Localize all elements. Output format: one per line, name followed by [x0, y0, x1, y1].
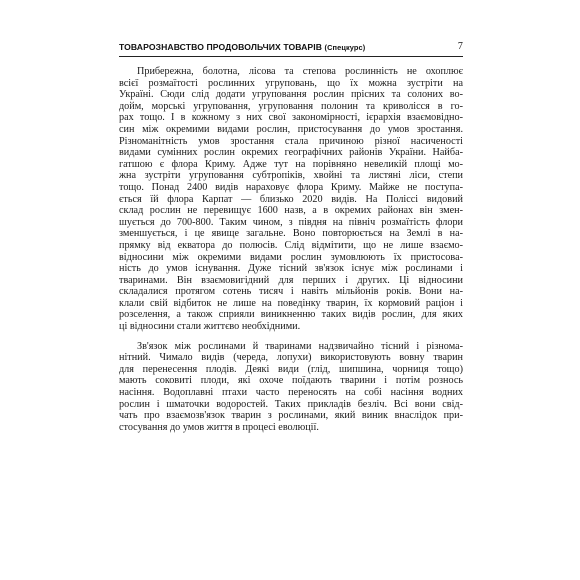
text-line: Зв'язок між рослинами й тваринами надзвичайно тісний і різнома- — [137, 340, 463, 352]
text-line: для перенесення плодів. Деякі види (глід, шипшина, чорниця тощо) — [119, 363, 463, 375]
header-title-group — [119, 42, 365, 52]
text-line: рослин і шматочки водоростей. Таких прикладів безліч. Всі вони свід- — [119, 398, 463, 410]
book-page — [105, 30, 475, 530]
text-line: прямку від екватора до полюсів. Слід відмітити, що не лише взаємо- — [119, 239, 463, 251]
text-line: відносини між окремими видами рослин зумовлюють їх пристосова- — [119, 251, 463, 263]
paragraph — [119, 341, 463, 434]
body-text — [119, 66, 463, 433]
text-line: тваринами. Він взаємовигідний для перших і других. Ці відносини — [119, 274, 463, 286]
text-line: розселення, а також сприяли виникненню таких видів рослин, для яких — [119, 309, 463, 321]
text-line: ється їй флора Карпат — близько 2020 видів. На Поліссі видовий — [119, 193, 463, 205]
text-line: склад рослин не перевищує 1600 назв, а в окремих районах він змен- — [119, 205, 463, 217]
text-line: насіння. Водоплавні птахи часто переносять на собі насіння водних — [119, 387, 463, 399]
text-line: ці відносини стали життєво необхідними. — [119, 321, 301, 333]
text-line: син між окремими видами рослин, пристосування до умов зростання. — [119, 123, 463, 135]
text-line: всієї розмаїтості рослинних угруповань, що їх можна зустріти на — [119, 77, 463, 89]
text-line: клали свій відбиток не лише на поведінку тварин, їх кормовий раціон і — [119, 297, 463, 309]
text-line: зменшується, і це явище загальне. Воно повторюється на Землі в на- — [119, 228, 463, 240]
text-line: гатшою є флора Криму. Адже тут на порівняно невеликій площі мо- — [119, 158, 463, 170]
text-line: Різноманітність умов зростання стала причиною різної насиченості — [119, 135, 463, 147]
header-title: ТОВАРОЗНАВСТВО ПРОДОВОЛЬЧИХ ТОВАРІВ — [119, 42, 323, 52]
running-header — [119, 40, 463, 57]
text-line: складалися протягом сотень тисяч і навіть мільйонів років. Вони на- — [119, 286, 463, 298]
text-line: Прибережна, болотна, лісова та степова рослинність не охоплює — [137, 66, 463, 77]
header-suffix: (Спецкурс) — [324, 43, 366, 52]
text-line: Україні. Сюди слід додати угруповання рослин прісних та солоних во- — [119, 89, 463, 101]
text-line: мають соковиті плоди, які охоче поїдають тварини і потім рознось — [119, 375, 463, 387]
text-line: шується до 700-800. Таким чином, з півдня на північ розмаїтість флори — [119, 216, 463, 228]
text-line: рах тощо. І в кожному з них свої закономірності, ієрархія взаємовідно- — [119, 112, 463, 124]
text-line: нітний. Чимало видів (череда, лопухи) використовують вовну тварин — [119, 352, 463, 364]
text-line: ність до умов існування. Дуже тісний зв'язок існує між рослинами і — [119, 263, 463, 275]
page-number: 7 — [457, 41, 463, 52]
text-line: жна зустріти угруповання субтропіків, хвойні та листяні ліси, степи — [119, 170, 463, 182]
text-line: видами сумінних рослин окремих географічних районів України. Найба- — [119, 147, 463, 159]
text-line: стосування до умов життя в процесі еволюції. — [119, 421, 319, 433]
text-line: чать про взаємозв'язок тварин з рослинами, який виник внаслідок при- — [119, 410, 463, 422]
paragraph — [119, 66, 463, 333]
text-line: тощо. Понад 2400 видів нараховує флора Криму. Майже не поступа- — [119, 181, 463, 193]
text-line: дойм, морські угруповання, угруповання полонин та криволісся в го- — [119, 100, 463, 112]
